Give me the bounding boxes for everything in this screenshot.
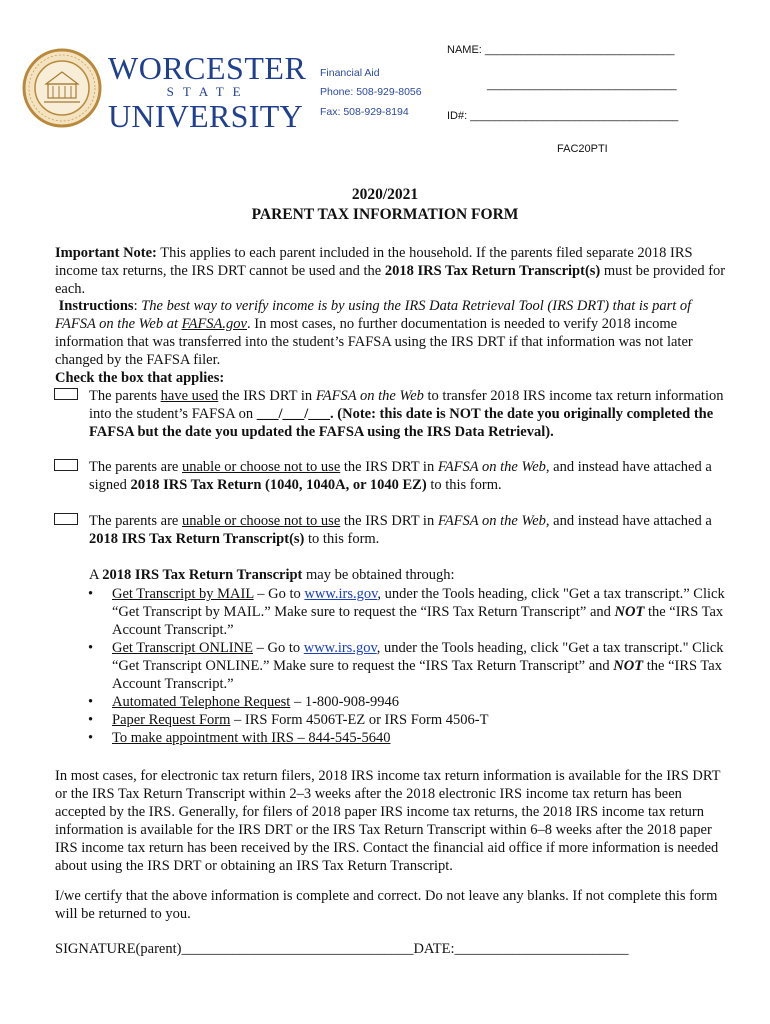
irs-gov-link[interactable]: www.irs.gov — [303, 640, 377, 656]
name-field[interactable] — [447, 44, 675, 56]
list-item — [88, 693, 732, 711]
id-label: ID#: — [447, 110, 468, 122]
item-bold-italic: NOT — [613, 658, 644, 674]
list-item — [88, 711, 732, 729]
option-text: the IRS DRT in — [340, 459, 438, 475]
option-text: the IRS DRT in — [218, 388, 316, 404]
office-phone: Phone: 508-929-8056 — [320, 86, 422, 98]
transcript-intro — [89, 566, 739, 584]
option-italic: FAFSA on the Web — [437, 459, 546, 475]
bullet: • — [88, 694, 94, 710]
option-text: , and instead have attached a — [545, 513, 712, 529]
option-italic: FAFSA on the Web — [437, 513, 546, 529]
option-bold: (Note: this date is NOT the date you originally completed the FAFSA but the date you updated the FAFSA using the IRS Data Retrieval). — [89, 406, 714, 440]
note-label: Important Note: — [55, 245, 157, 261]
option-italic: FAFSA on the Web — [315, 388, 424, 404]
form-year: 2020/2021 — [351, 186, 419, 203]
get-transcript-online-link[interactable]: Get Transcript ONLINE — [112, 640, 253, 656]
office-fax: Fax: 508-929-8194 — [320, 106, 409, 118]
option-text: to transfer 2018 IRS income tax return information into the student’s FAFSA on — [89, 388, 724, 422]
instructions-text: . In most cases, no further documentation is needed to verify 2018 income information that was transferred into the student’s FAFSA using the IRS DRT if that information was not later changed by the FAFSA filer. — [55, 316, 693, 368]
office-name: Financial Aid — [320, 67, 380, 79]
option-text: The parents — [89, 388, 161, 404]
list-item — [88, 729, 732, 747]
irs-gov-link[interactable]: www.irs.gov — [304, 586, 378, 602]
option-text: The parents are — [89, 513, 182, 529]
option-text: . — [330, 406, 338, 422]
form-title: PARENT TAX INFORMATION FORM — [251, 206, 519, 223]
bullet: • — [88, 712, 94, 728]
item-text: the “IRS Tax Account Transcript.” — [112, 658, 722, 692]
list-item — [88, 585, 732, 639]
form-code: FAC20PTI — [557, 143, 608, 155]
name-line: _______________________________ — [484, 44, 675, 56]
item-text: – Go to — [253, 586, 305, 602]
extra-line[interactable]: _______________________________ — [487, 79, 677, 91]
item-text: , under the Tools heading, click "Get a tax transcript." Click “Get Transcript ONLINE.” Make sure to request the “IRS Tax Return Transcript” and — [112, 640, 724, 674]
option-text: to this form. — [426, 477, 502, 493]
paper-request-link[interactable]: Paper Request Form — [112, 712, 231, 728]
availability-paragraph: In most cases, for electronic tax return filers, 2018 IRS income tax return information is available for the IRS DRT or the IRS Tax Return Transcript within 2–3 weeks after the 2018 electronic IRS income tax return has been accepted by the IRS. Generally, for filers of 2018 paper IRS income tax returns, the 2018 IRS income tax return information is available for the IRS DRT or the IRS Tax Return Transcript within 6–8 weeks after the 2018 paper IRS income tax return has been received by the IRS. Contact the financial aid office if more information is needed about using the IRS DRT or obtaining an IRS Tax Return Transcript. — [55, 768, 721, 874]
drt-date-field[interactable]: ___/___/___ — [256, 406, 331, 422]
bullet: • — [88, 640, 94, 656]
item-text: , under the Tools heading, click "Get a tax transcript.” Click “Get Transcript by MAIL.” Make sure to request the “IRS Tax Return Transcript” and — [112, 586, 725, 620]
id-field[interactable] — [447, 110, 678, 122]
instructions-italic: The best way to verify income is by using the IRS Data Retrieval Tool (IRS DRT) that is part of FAFSA on the Web at — [55, 298, 692, 332]
item-text: – 1-800-908-9946 — [290, 694, 400, 710]
wordmark-bottom: UNIVERSITY — [108, 98, 303, 134]
option-underline: have used — [160, 388, 219, 404]
intro-text-end: may be obtained through: — [302, 567, 455, 583]
telephone-request-link[interactable]: Automated Telephone Request — [112, 694, 291, 710]
wordmark-top: WORCESTER — [108, 50, 307, 86]
signature-row — [55, 940, 733, 958]
option-text: The parents are — [89, 459, 182, 475]
university-wordmark — [108, 52, 306, 132]
note-text-end: must be provided for each. — [55, 263, 726, 297]
option-bold: 2018 IRS Tax Return (1040, 1040A, or 1040 EZ) — [130, 477, 427, 493]
item-bold-italic: NOT — [614, 604, 645, 620]
important-note — [55, 244, 733, 298]
bullet: • — [88, 586, 94, 602]
instructions-colon: : — [133, 298, 142, 314]
option-drt-used — [89, 387, 739, 441]
item-text: – Go to — [252, 640, 304, 656]
option-transcript-checkbox[interactable] — [54, 513, 78, 525]
item-text: – IRS Form 4506T-EZ or IRS Form 4506-T — [230, 712, 489, 728]
item-text: the “IRS Tax Account Transcript.” — [112, 604, 724, 638]
option-underline: unable or choose not to use — [182, 513, 341, 529]
fafsa-link[interactable]: FAFSA.gov — [181, 316, 247, 332]
irs-appointment-link[interactable]: To make appointment with IRS – 844-545-5640 — [112, 730, 391, 746]
note-bold: 2018 IRS Tax Return Transcript(s) — [384, 263, 601, 279]
date-line[interactable]: ________________________ — [454, 941, 629, 957]
bullet: • — [88, 730, 94, 746]
university-seal — [22, 48, 102, 128]
signature-label: SIGNATURE(parent) — [55, 941, 182, 957]
name-label: NAME: — [447, 44, 482, 56]
instructions — [55, 297, 733, 369]
option-bold: 2018 IRS Tax Return Transcript(s) — [89, 531, 305, 547]
date-label: DATE: — [413, 941, 455, 957]
option-signed-return-checkbox[interactable] — [54, 459, 78, 471]
get-transcript-mail-link[interactable]: Get Transcript by MAIL — [112, 586, 254, 602]
list-item — [88, 639, 732, 693]
option-drt-used-checkbox[interactable] — [54, 388, 78, 400]
wordmark-mid: STATE — [166, 84, 250, 99]
check-heading: Check the box that applies: — [55, 370, 225, 386]
intro-text: A — [89, 567, 103, 583]
id-line: __________________________________ — [470, 110, 679, 122]
intro-bold: 2018 IRS Tax Return Transcript — [102, 567, 303, 583]
option-text: to this form. — [304, 531, 380, 547]
signature-line[interactable]: ________________________________ — [181, 941, 414, 957]
option-transcript — [89, 512, 739, 548]
certify-paragraph: I/we certify that the above information is complete and correct. Do not leave any blanks. If not complete this form will be returned to you. — [55, 888, 718, 922]
transcript-options — [88, 585, 732, 747]
option-text: the IRS DRT in — [340, 513, 438, 529]
option-text: , and instead have attached a signed — [89, 459, 712, 493]
note-text: This applies to each parent included in the household. If the parents filed separate 2018 IRS income tax returns, the IRS DRT cannot be used and the — [55, 245, 693, 279]
option-signed-return — [89, 458, 739, 494]
option-underline: unable or choose not to use — [182, 459, 341, 475]
instructions-label: Instructions — [58, 298, 134, 314]
